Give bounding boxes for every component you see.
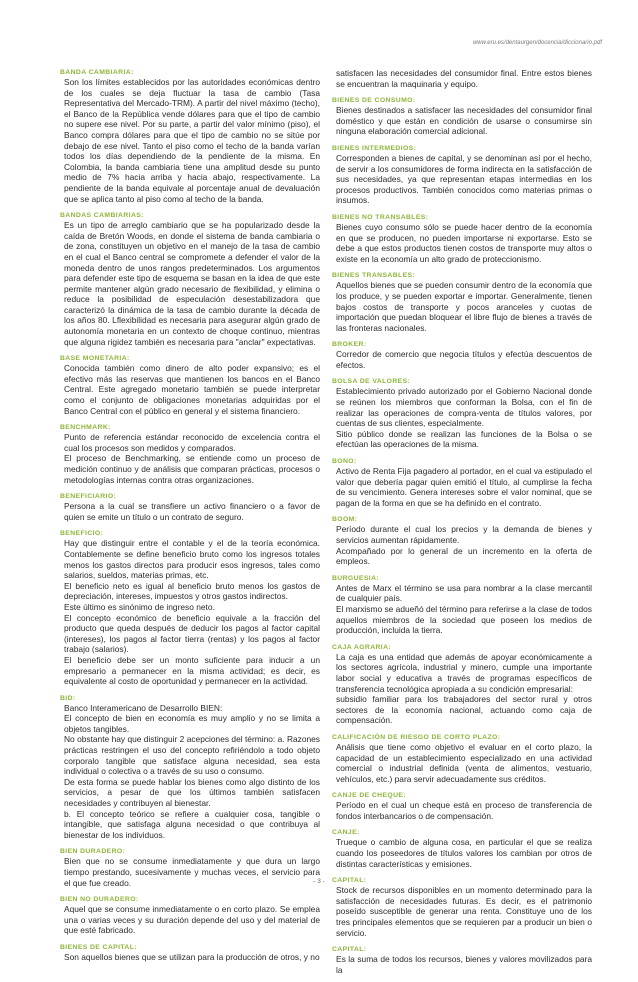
glossary-entry: [332, 791, 592, 821]
glossary-term: BONO:: [332, 458, 357, 466]
glossary-definition: Trueque o cambio de alguna cosa, en particular el que se realiza cuando los poseedores de títulos valores los cambian por otros de distintas características y emisiones.: [336, 837, 592, 869]
glossary-definition: Corresponden a bienes de capital, y se denominan así por el hecho, de servir a los consumidores de forma indirecta en la satisfacción de sus necesidades, ya que representan etapas intermedias en los procesos productivos. También conocidos como materias primas o insumos.: [336, 152, 592, 206]
glossary-definition: Período durante el cual los precios y la demanda de bienes y servicios aumentan rápidamente. Acompañado por lo general de un incremento en la oferta de empleos.: [336, 524, 592, 567]
glossary-entry: [332, 828, 592, 869]
glossary-entry: [332, 574, 592, 636]
continuation-entry: [332, 68, 592, 89]
glossary-term: BROKER:: [332, 341, 367, 349]
glossary-definition: Análisis que tiene como objetivo el evaluar en el corto plazo, la capacidad de un establecimiento especializado en una actividad comercial o industrial definida (venta de alimentos, vestuario, vehículos, etc.) para servir adecuadamente sus créditos.: [336, 741, 592, 784]
glossary-definition: Es un tipo de arreglo cambiario que se ha popularizado desde la caída de Bretón Woods, en donde el sistema de banda cambiaria o de zona, constituyen un objetivo en el manejo de la tasa de cambio en el cual el Banco central se compromete a defender el valor de la moneda dentro de unos rangos predeterminados. Los argumentos para defender este tipo de esquema se basan en la idea de que este permite mantener algún grado necesario de flexibilidad, y elimina o reduce la posibilidad de especulación desestabilizadora que caracterizó la dinámica de la tasa de cambio durante la década de los años 80. Lflexibilidad es necesaria para asegurar algún grado de autonomía monetaria en un contexto de choque continuo, mientras que alguna rigidez también es necesaria para "anclar" expectativas.: [64, 220, 320, 347]
glossary-definition: Banco Interamericano de Desarrollo BIEN: El concepto de bien en economía es muy amplio y no se limita a objetos tangibles. No obstante hay que distinguir 2 acepciones del término: a. Razones prácticas restringen el uso del concepto refiriéndolo a todo objeto corporalo tangible que satisface alguna necesidad, sea esta individual o colectiva o a través de su uso o consumo. De esta forma se puede hablar los bienes como algo distinto de los servicios, a pesar de que los últimos también satisfacen necesidades y contribuyen al bienestar. b. El concepto teórico se refiere a cualquier cosa, tangible o intangible, que satisfaga alguna necesidad o que contribuya al bienestar de los individuos.: [64, 702, 320, 840]
left-column: [60, 68, 320, 970]
header-url: www.eru.es/dentaurgen/docencia/diccionario.pdf: [472, 40, 602, 46]
glossary-entry: [332, 377, 592, 450]
glossary-definition: Bienes cuyo consumo sólo se puede hacer dentro de la economía en que se producen, no pueden importarse ni exportarse. Esto se debe a que estos productos tienen costos de transporte muy altos o existe en la economía un alto grado de proteccionismo.: [336, 221, 592, 264]
glossary-entry: [60, 943, 320, 963]
glossary-term: CANJE:: [332, 829, 360, 837]
glossary-definition: Aquel que se consume inmediatamente o en corto plazo. Se emplea una o varias veces y su duración depende del uso y del material de que esté fabricado.: [64, 904, 320, 936]
glossary-entry: [60, 694, 320, 841]
glossary-definition: Establecimiento privado autorizado por el Gobierno Nacional donde se reúnen los miembros que conforman la Bolsa, con el fin de realizar las operaciones de compra-venta de títulos valores, por cuentas de sus clientes, especialmente. Sitio público donde se realizan las funciones de la Bolsa o se efectúan las operaciones de la misma.: [336, 386, 592, 450]
glossary-definition: Conocida también como dinero de alto poder expansivo; es el efectivo más las reservas que mantienen los bancos en el Banco Central. Este agregado monetario también se puede interpretar como el conjunto de obligaciones monetarias adquiridas por el Banco Central con el público en general y el sistema financiero.: [64, 363, 320, 416]
glossary-term: BID:: [60, 694, 76, 702]
glossary-definition: Punto de referencia estándar reconocido de excelencia contra el cual los procesos son medidos y comparados. El proceso de Benchmarking, se entiende como un proceso de medición continuo y de análisis que comparan prácticas, procesos o metodologías internas contra otras organizaciones.: [64, 432, 320, 485]
glossary-entry: [60, 354, 320, 416]
glossary-entry: [332, 271, 592, 333]
glossary-term: BANDAS CAMBIARIAS:: [60, 212, 144, 220]
glossary-entry: [332, 733, 592, 784]
glossary-entry: [60, 423, 320, 485]
glossary-term: BIEN DURADERO:: [60, 848, 126, 856]
page-number: - 3 -: [313, 878, 325, 885]
glossary-term: CAPITAL:: [332, 946, 367, 954]
glossary-definition: Son los límites establecidos por las autoridades económicas dentro de los cuales se deja fluctuar la tasa de cambio (Tasa Representativa del Mercado-TRM). A partir del nivel máximo (techo), el Banco de la República vende dólares para que el tipo de cambio no supere ese nivel. Por su parte, a partir del valor mínimo (piso), el Banco compra dólares para que el tipo de cambio no se sitúe por debajo de ese nivel. Tanto el piso como el techo de la banda varían todos los días dependiendo de la pendiente de la misma. En Colombia, la banda cambiaria tiene una amplitud desde su punto medio de 7% hacia arriba y hacia abajo, respectivamente. La pendiente de la banda equivale al porcentaje anual de devaluación que se aplica tanto al piso como al techo de la banda.: [64, 77, 320, 204]
glossary-term: CAPITAL:: [332, 877, 367, 885]
glossary-term: BIENES NO TRANSABLES:: [332, 213, 429, 221]
glossary-definition: Hay que distinguir entre el contable y el de la teoría económica. Contablemente se define beneficio bruto como los ingresos totales menos los gastos directos para producir esos ingresos, tales como salarios, sueldos, materias primas, etc. El beneficio neto es igual al beneficio bruto menos los gastos de depreciación, intereses, impuestos y otros gastos indirectos. Este último es sinónimo de ingreso neto. El concepto económico de beneficio equivale a la fracción del producto que queda después de deducir los pagos al factor capital (intereses), los pagos al factor tierra (rentas) y los pagos al factor trabajo (salarios). El beneficio debe ser un monto suficiente para inducir a un empresario a permanecer en la misma actividad; es decir, es equivalente al costo de oportunidad y permanecer en la actividad.: [64, 538, 320, 687]
glossary-entry: [332, 643, 592, 726]
glossary-definition: Son aquellos bienes que se utilizan para la producción de otros, y no: [64, 951, 320, 962]
glossary-term: BOOM:: [332, 516, 358, 524]
glossary-definition: Activo de Renta Fija pagadero al portador, en el cual va estipulado el valor que debería pagar quien emitió el título, al cumplirse la fecha de su vencimiento. Genera intereses sobre el valor nominal, que se pagan de la forma en que se ha definido en el contrato.: [336, 466, 592, 508]
glossary-entry: [332, 515, 592, 566]
glossary-term: BENEFICIO:: [60, 530, 104, 538]
glossary-entry: [60, 895, 320, 936]
glossary-entry: [60, 211, 320, 347]
glossary-entry: [332, 340, 592, 370]
glossary-definition: Es la suma de todos los recursos, bienes y valores movilizados para la: [336, 954, 592, 975]
glossary-definition: Corredor de comercio que negocia títulos y efectúa descuentos de efectos.: [336, 349, 592, 370]
continuation-text: satisfacen las necesidades del consumidor final. Entre estos bienes se encuentran la maquinaria y equipo.: [336, 68, 592, 89]
glossary-definition: Bienes destinados a satisfacer las necesidades del consumidor final doméstico y que están en condición de usarse o consumirse sin ninguna elaboración comercial adicional.: [336, 105, 592, 137]
glossary-term: BIENES INTERMEDIOS:: [332, 144, 417, 152]
glossary-term: BASE MONETARIA:: [60, 355, 130, 363]
glossary-entry: [332, 457, 592, 508]
glossary-entry: [332, 945, 592, 975]
glossary-definition: Antes de Marx el término se usa para nombrar a la clase mercantil de cualquier país. El marxismo se adueñó del término para referirse a la clase de todos aquellos miembros de la sociedad que poseen los medios de producción, incluida la tierra.: [336, 582, 592, 636]
right-column: [332, 68, 592, 982]
glossary-term: CALIFICACIÓN DE RIESGO DE CORTO PLAZO:: [332, 733, 501, 741]
glossary-term: BENEFICIARIO:: [60, 493, 117, 501]
glossary-definition: Período en el cual un cheque está en proceso de transferencia de fondos interbancarios o de compensación.: [336, 800, 592, 821]
right-entries: [332, 96, 592, 975]
glossary-entry: [332, 876, 592, 938]
glossary-term: BIENES DE CAPITAL:: [60, 943, 137, 951]
glossary-entry: [60, 68, 320, 204]
glossary-entry: [60, 492, 320, 522]
glossary-term: BIENES TRANSABLES:: [332, 272, 416, 280]
glossary-definition: Stock de recursos disponibles en un momento determinado para la satisfacción de necesidades futuras. Es decir, es el patrimonio poseído susceptible de generar una renta. Constituye uno de los tres principales elementos que se requieren par a producir un bien o servicio.: [336, 885, 592, 938]
glossary-term: BIENES DE CONSUMO:: [332, 97, 416, 105]
glossary-definition: Aquellos bienes que se pueden consumir dentro de la economía que los produce, y se pueden exportar e importar. Generalmente, tienen bajos costos de transporte y pocos aranceles y cuotas de importación que puedan bloquear el libre flujo de bienes a través de las fronteras nacionales.: [336, 280, 592, 333]
glossary-term: BENCHMARK:: [60, 424, 111, 432]
glossary-term: CANJE DE CHEQUE:: [332, 792, 407, 800]
glossary-entry: [332, 144, 592, 206]
glossary-term: CAJA AGRARIA:: [332, 643, 392, 651]
glossary-definition: Persona a la cual se transfiere un activo financiero o a favor de quien se emite un título o un contrato de seguro.: [64, 501, 320, 522]
glossary-term: BANDA CAMBIARIA:: [60, 69, 134, 76]
glossary-entry: [332, 213, 592, 264]
glossary-term: BOLSA DE VALORES:: [332, 378, 411, 386]
glossary-entry: [60, 529, 320, 686]
glossary-entry: [332, 96, 592, 137]
glossary-term: BIEN NO DURADERO:: [60, 896, 139, 904]
glossary-definition: La caja es una entidad que además de apoyar económicamente a los sectores agrícola, industrial y minero, cumple una importante labor social y educativa a través de programas específicos de transferencia tecnológica apropiada a su condición empresarial: subsidio familiar para los trabajadores del sector rural y otros sectores de la economía nacional, actuando como caja de compensación.: [336, 651, 592, 726]
glossary-definition: Bien que no se consume inmediatamente y que dura un largo tiempo prestando, sucesivamente y muchas veces, el servicio para el que fue creado.: [64, 856, 320, 888]
glossary-term: BURGUESIA:: [332, 574, 380, 582]
